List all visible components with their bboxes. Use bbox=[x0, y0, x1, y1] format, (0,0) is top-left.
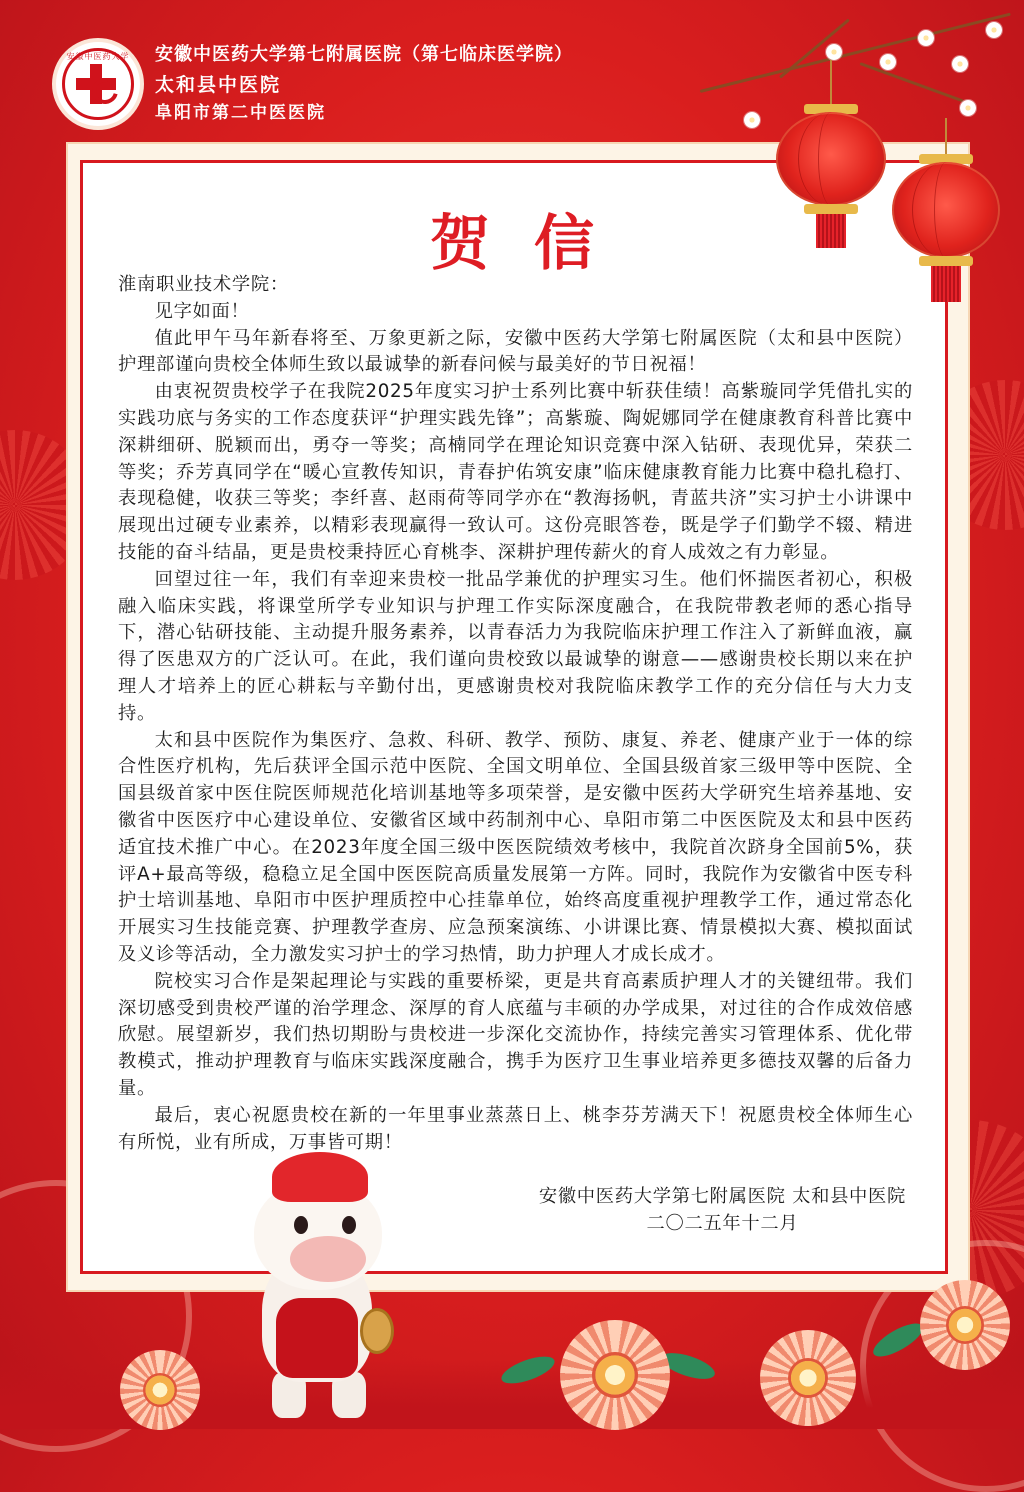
hospital-name-line-2: 太和县中医院 bbox=[155, 74, 282, 96]
letter-signature-block bbox=[539, 1184, 906, 1238]
letter-signature: 安徽中医药大学第七附属医院 太和县中医院 bbox=[538, 1186, 906, 1207]
letter-paragraph: 由衷祝贺贵校学子在我院2025年度实习护士系列比赛中斩获佳绩！高紫璇同学凭借扎实的实践功底与务实的工作态度获评“护理实践先锋”；高紫璇、陶妮娜同学在健康教育科普比赛中深耕细研、脱颖而出，勇夺一等奖；高楠同学在理论知识竞赛中深入钻研、表现优异，荣获二等奖；乔芳真同学在“暖心宣教传知识，青春护佑筑安康”临床健康教育能力比赛中稳扎稳打、表现稳健，收获三等奖；李纤喜、赵雨荷等同学亦在“教海扬帆，青蓝共济”实习护士小讲课中展现出过硬专业素养，以精彩表现赢得一致认可。这份亮眼答卷，既是学子们勤学不辍、精进技能的奋斗结晶，更是贵校秉持匠心育桃李、深耕护理传薪火的育人成效之有力彰显。 bbox=[118, 381, 913, 563]
hospital-header bbox=[52, 36, 612, 136]
letter-salutation: 淮南职业技术学院： bbox=[118, 274, 289, 295]
plum-blossom-icon bbox=[826, 44, 842, 60]
letter-title: 贺信 bbox=[430, 209, 638, 279]
horse-mascot-icon bbox=[232, 1152, 412, 1422]
plum-blossom-icon bbox=[918, 30, 934, 46]
letter-paragraph: 院校实习合作是架起理论与实践的重要桥梁，更是共育高素质护理人才的关键纽带。我们深切感受到贵校严谨的治学理念、深厚的育人底蕴与丰硕的办学成果，对过往的合作成效倍感欣慰。展望新岁，我们热切期盼与贵校进一步深化交流协作，持续完善实习管理体系、优化带教模式，推动护理教育与临床实践深度融合，携手为医疗卫生事业培养更多德技双馨的后备力量。 bbox=[118, 970, 913, 1099]
hospital-name-line-1: 安徽中医药大学第七附属医院（第七临床医学院） bbox=[155, 44, 573, 65]
flower-center bbox=[143, 1373, 177, 1407]
hospital-logo-icon bbox=[52, 38, 144, 130]
plum-blossom-icon bbox=[744, 112, 760, 128]
letter-date: 二〇二五年十二月 bbox=[646, 1212, 799, 1234]
letter-body bbox=[118, 272, 913, 1156]
drum-icon bbox=[360, 1308, 394, 1354]
flower-center bbox=[946, 1306, 984, 1344]
letter-paragraph: 最后，衷心祝愿贵校在新的一年里事业蒸蒸日上、桃李芬芳满天下！祝愿贵校全体师生心有所悦，业有所成，万事皆可期！ bbox=[118, 1104, 913, 1153]
logo-text: 安徽中医药大学 bbox=[66, 52, 130, 61]
letter-paragraph: 太和县中医院作为集医疗、急救、科研、教学、预防、康复、养老、健康产业于一体的综合性医疗机构，先后获评全国示范中医院、全国文明单位、全国县级首家三级甲等中医院、全国县级首家中医住院医师规范化培训基地等多项荣誉，是安徽中医药大学研究生培养基地、安徽省中医医疗中心建设单位、安徽省区域中药制剂中心、阜阳市第二中医医院及太和县中医药适宜技术推广中心。在2023年度全国三级中医医院绩效考核中，我院首次跻身全国前5%，获评A+最高等级，稳稳立足全国中医医院高质量发展第一方阵。同时，我院作为安徽省中医专科护士培训基地、阜阳市中医护理质控中心挂靠单位，始终高度重视护理教学工作，通过常态化开展实习生技能竞赛、护理教学查房、应急预案演练、小讲课比赛、情景模拟大赛、模拟面试及义诊等活动，全力激发实习护士的学习热情，助力护理人才成长成才。 bbox=[118, 729, 913, 965]
plum-blossom-icon bbox=[960, 100, 976, 116]
hospital-name-line-3: 阜阳市第二中医医院 bbox=[155, 103, 326, 123]
flower-center bbox=[788, 1358, 828, 1398]
flower-center bbox=[592, 1352, 638, 1398]
plum-blossom-icon bbox=[986, 22, 1002, 38]
letter-paragraph: 见字如面！ bbox=[154, 300, 250, 322]
plum-blossom-icon bbox=[952, 56, 968, 72]
letter-paragraph: 回望过往一年，我们有幸迎来贵校一批品学兼优的护理实习生。他们怀揣医者初心，积极融入临床实践，将课堂所学专业知识与护理工作实际深度融合，在我院带教老师的悉心指导下，潜心钻研技能、主动提升服务素养，以青春活力为我院临床护理工作注入了新鲜血液，赢得了医患双方的广泛认可。在此，我们谨向贵校致以最诚挚的谢意——感谢贵校长期以来在护理人才培养上的匠心耕耘与辛勤付出，更感谢贵校对我院临床教学工作的充分信任与大力支持。 bbox=[118, 568, 913, 724]
letter-paragraph: 值此甲午马年新春将至、万象更新之际，安徽中医药大学第七附属医院（太和县中医院）护理部谨向贵校全体师生致以最诚挚的新春问候与最美好的节日祝福！ bbox=[118, 327, 913, 376]
